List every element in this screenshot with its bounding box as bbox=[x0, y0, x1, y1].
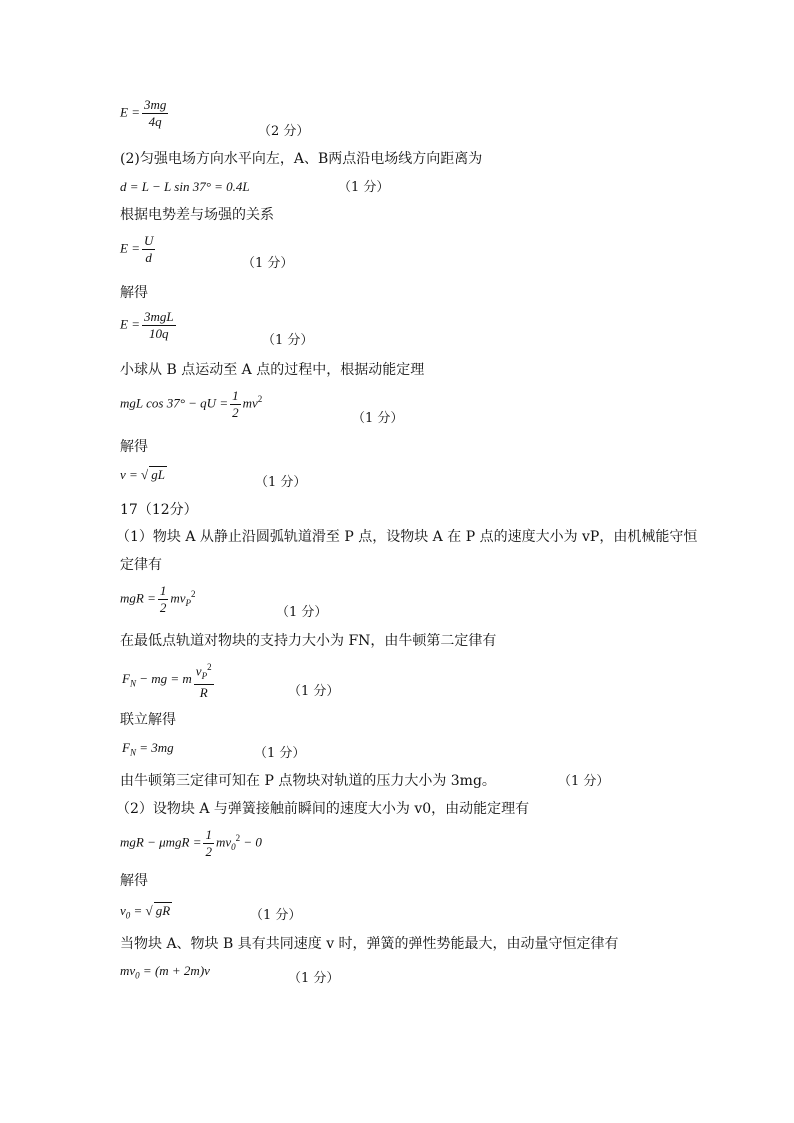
score-points: （1 分） bbox=[558, 774, 610, 789]
equation-momentum: $mv_0 = (m + 2m)v$ bbox=[120, 963, 210, 981]
text-line: 当物块 A、物块 B 具有共同速度 v 时，弹簧的弹性势能最大，由动量守恒定律有 bbox=[120, 936, 619, 952]
equation-friction: mgR − μmgR = $\frac{1}{2}$ $mv_0^2 - 0$ bbox=[120, 827, 262, 859]
equation-newton: $F_N$ − mg = m $\frac{v_P^2}{R}$ bbox=[122, 662, 212, 700]
text-line: 解得 bbox=[120, 873, 148, 889]
question-number: 17（12分） bbox=[120, 502, 198, 518]
text-line: 解得 bbox=[120, 285, 148, 301]
equation-e-u-d: E = $\frac{U}{d}$ bbox=[120, 233, 154, 265]
equation-d: d = L − L sin 37° = 0.4L bbox=[120, 179, 250, 194]
text-line: 定律有 bbox=[120, 557, 162, 573]
text-line: 由牛顿第三定律可知在 P 点物块对轨道的压力大小为 3mg。 bbox=[120, 773, 496, 789]
text-line: （1）物块 A 从静止沿圆弧轨道滑至 P 点，设物块 A 在 P 点的速度大小为 vP，由机械能守恒 bbox=[116, 529, 698, 545]
score-points: （1 分） bbox=[276, 605, 328, 620]
equation-v0: $v_0$ = √ gR bbox=[120, 903, 171, 921]
score-points: （1 分） bbox=[288, 971, 340, 986]
score-points: （1 分） bbox=[255, 475, 307, 490]
equation-e-3mg-4q: E = $\frac{3mg}{4q}$ bbox=[120, 97, 167, 129]
score-points: （1 分） bbox=[242, 256, 294, 271]
equation-energy: mgL cos 37° − qU = $\frac{1}{2}$ $mv^2$ bbox=[120, 388, 263, 420]
score-points: （1 分） bbox=[352, 411, 404, 426]
score-points: （1 分） bbox=[254, 746, 306, 761]
score-points: （1 分） bbox=[262, 333, 314, 348]
score-points: （1 分） bbox=[338, 180, 390, 195]
text-line: 联立解得 bbox=[120, 712, 176, 728]
score-points: （1 分） bbox=[250, 908, 302, 923]
score-points: （1 分） bbox=[288, 684, 340, 699]
text-line: 根据电势差与场强的关系 bbox=[120, 207, 274, 223]
text-line: 解得 bbox=[120, 439, 148, 455]
equation-e-3mgl-10q: E = $\frac{\text{3mgL}}{10q}$ bbox=[120, 309, 174, 341]
score-points: （2 分） bbox=[258, 124, 310, 139]
text-line: 小球从 B 点运动至 A 点的过程中，根据动能定理 bbox=[120, 362, 425, 378]
equation-v-sqrt-gl: v = √ gL bbox=[120, 467, 165, 482]
text-line: 在最低点轨道对物块的支持力大小为 FN，由牛顿第二定律有 bbox=[120, 633, 497, 649]
text-line: （2）设物块 A 与弹簧接触前瞬间的速度大小为 v0，由动能定理有 bbox=[116, 801, 530, 817]
equation-fn: $F_N = 3mg$ bbox=[122, 740, 174, 758]
text-line: (2)匀强电场方向水平向左，A、B两点沿电场线方向距离为 bbox=[120, 151, 483, 167]
equation-mgr: mgR = $\frac{1}{2}$ $mv_P^2$ bbox=[120, 583, 196, 615]
